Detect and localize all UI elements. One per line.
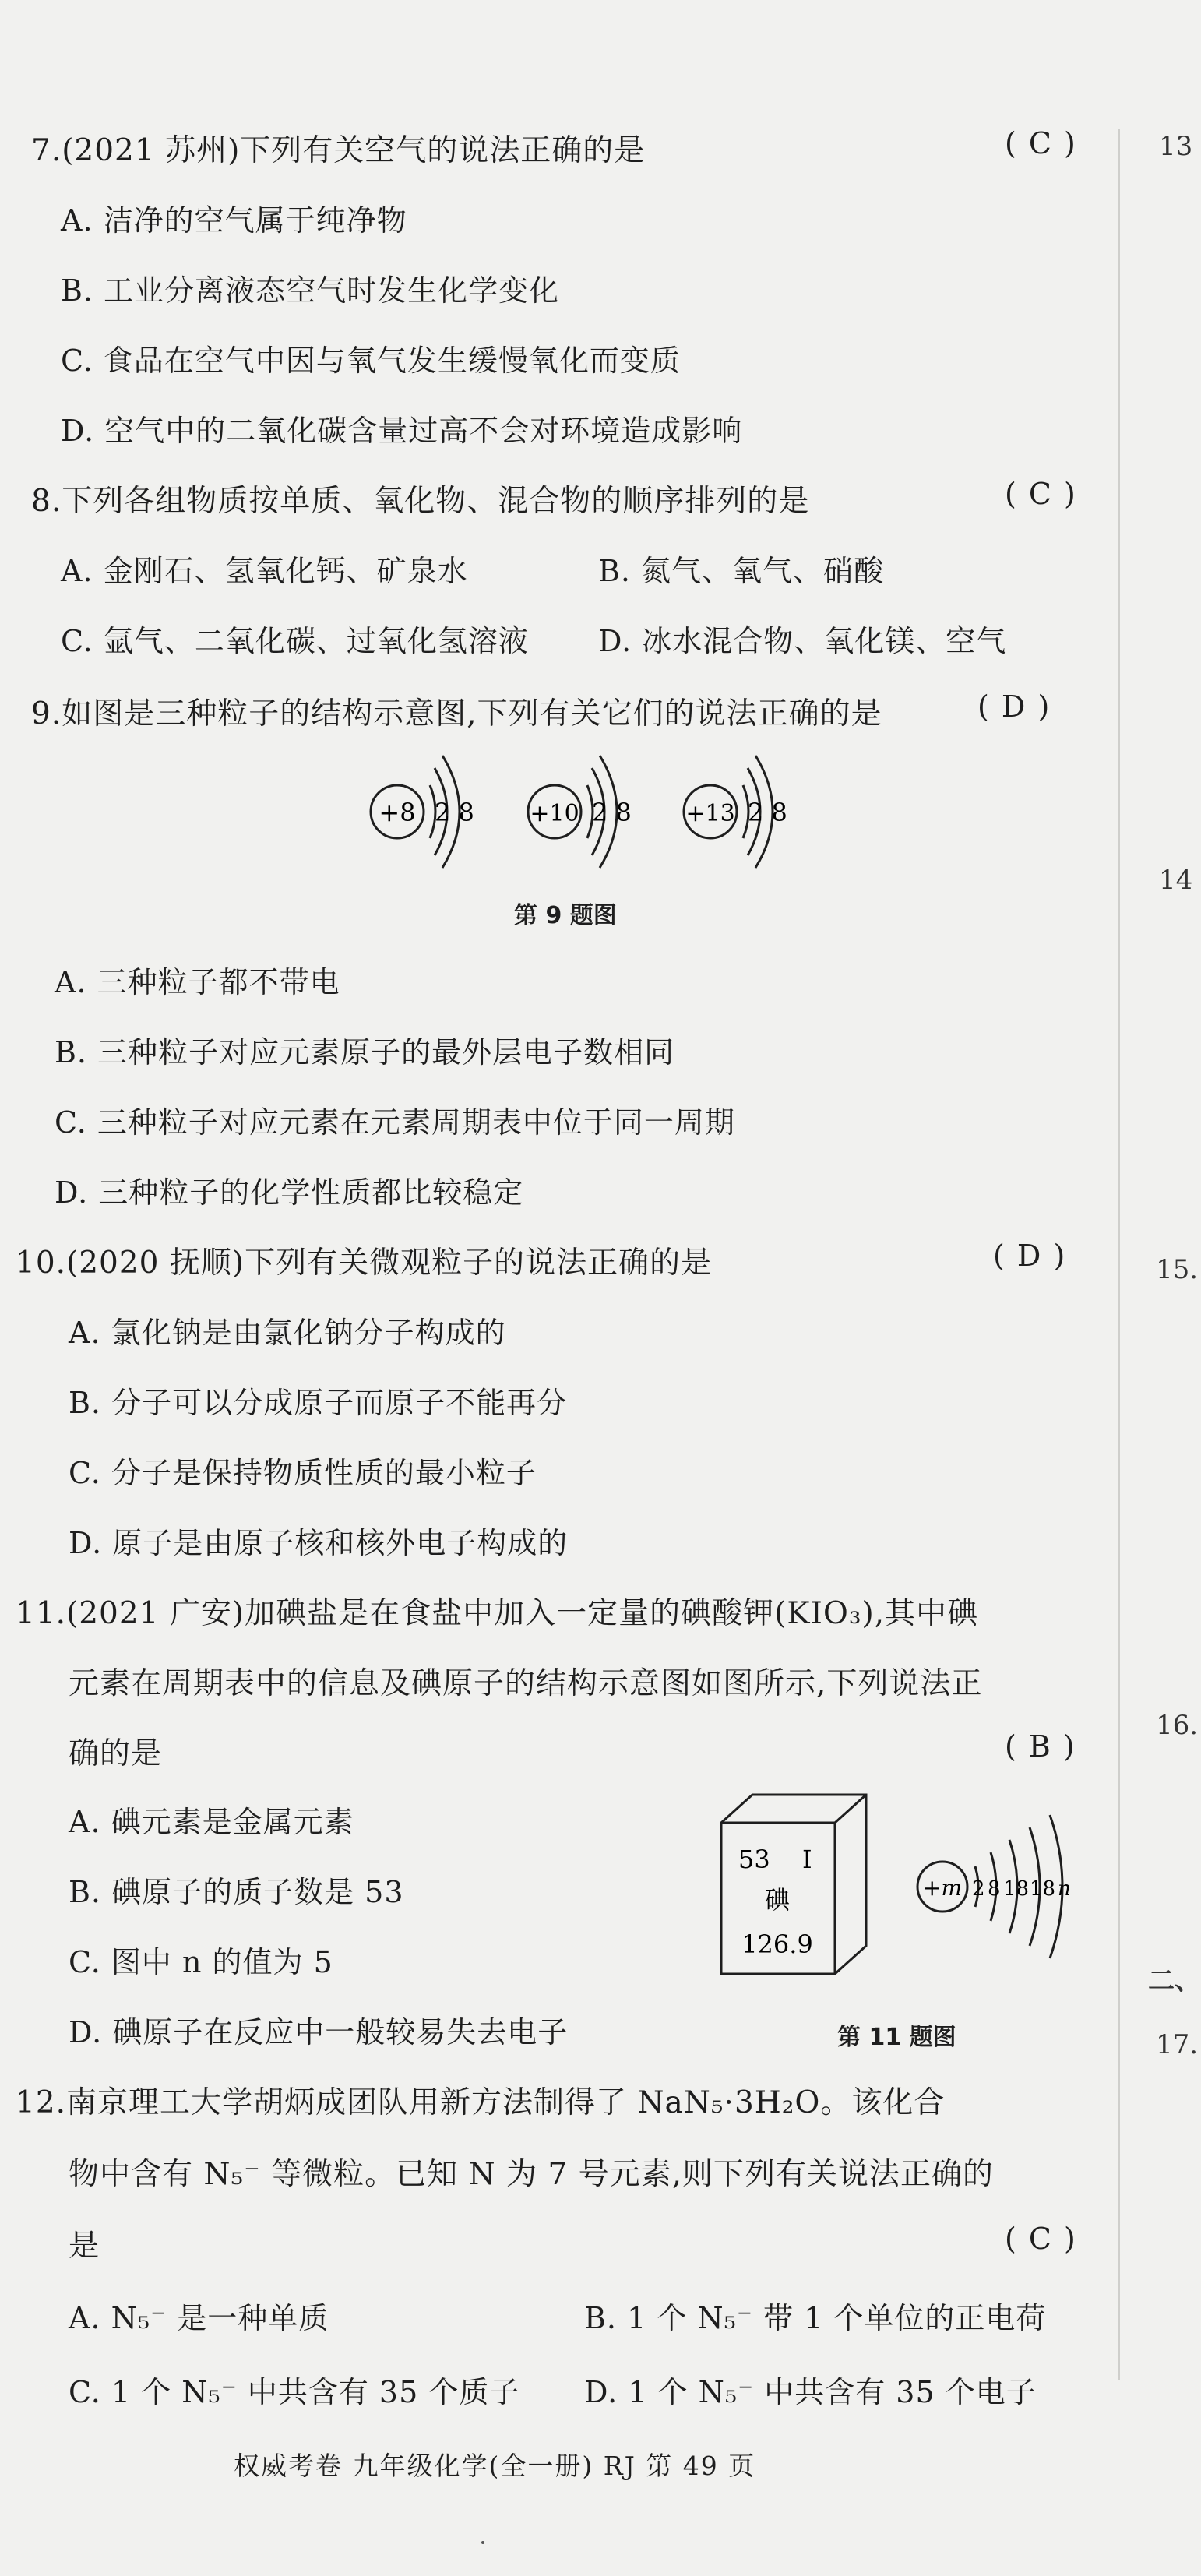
q7-option-a: A. 洁净的空气属于纯净物: [61, 203, 407, 238]
q11-stem-line1: 11.(2021 广安)加碘盐是在食盐中加入一定量的碘酸钾(KIO₃),其中碘: [16, 1596, 979, 1631]
iodine-shell-3: 18: [1003, 1877, 1030, 1901]
q9-answer: ( D ): [977, 689, 1051, 724]
page-footer: 权威考卷 九年级化学(全一册) RJ 第 49 页: [234, 2451, 756, 2481]
iodine-atomic-number: 53: [738, 1845, 770, 1874]
right-section-heading: 二、: [1148, 1965, 1201, 1996]
right-question-14-number: 14: [1159, 865, 1193, 896]
iodine-shell-2: 8: [988, 1877, 1001, 1901]
q8-option-a: A. 金刚石、氢氧化钙、矿泉水: [61, 554, 468, 588]
q10-option-d: D. 原子是由原子核和核外电子构成的: [69, 1526, 569, 1560]
q10-option-a: A. 氯化钠是由氯化钠分子构成的: [69, 1316, 506, 1350]
q7-option-d: D. 空气中的二氧化碳含量过高不会对环境造成影响: [61, 414, 743, 448]
right-question-15-number: 15.: [1156, 1254, 1199, 1285]
q12-option-a: A. N₅⁻ 是一种单质: [69, 2301, 329, 2335]
right-question-17-number: 17.: [1156, 2029, 1199, 2060]
q12-option-d: D. 1 个 N₅⁻ 中共含有 35 个电子: [584, 2375, 1037, 2409]
particle-3-shells: 2 8: [748, 798, 787, 827]
particle-diagram-3: [684, 756, 787, 868]
q11-stem-line3: 确的是: [69, 1736, 163, 1771]
iodine-symbol: I: [802, 1845, 812, 1874]
particle-diagram-2: [528, 756, 632, 868]
q8-option-b: B. 氮气、氧气、硝酸: [598, 554, 885, 588]
q9-option-d: D. 三种粒子的化学性质都比较稳定: [55, 1175, 524, 1210]
q9-option-b: B. 三种粒子对应元素原子的最外层电子数相同: [55, 1035, 675, 1070]
q9-figure-caption: 第 9 题图: [514, 902, 617, 929]
q12-stem-line1: 12.南京理工大学胡炳成团队用新方法制得了 NaN₅·3H₂O。该化合: [16, 2085, 946, 2120]
q12-answer: ( C ): [1005, 2222, 1077, 2256]
iodine-shell-5: n: [1058, 1877, 1071, 1901]
iodine-shell-4: 18: [1030, 1877, 1056, 1901]
q9-option-a: A. 三种粒子都不带电: [55, 965, 340, 999]
iodine-name: 碘: [764, 1885, 791, 1915]
q7-stem: 7.(2021 苏州)下列有关空气的说法正确的是: [31, 133, 646, 168]
q11-answer: ( B ): [1005, 1729, 1076, 1764]
column-divider: [1118, 129, 1120, 2380]
iodine-shell-1: 2: [972, 1877, 985, 1901]
q11-option-d: D. 碘原子在反应中一般较易失去电子: [69, 2015, 569, 2049]
q7-option-c: C. 食品在空气中因与氧气发生缓慢氧化而变质: [61, 344, 681, 378]
q9-stem: 9.如图是三种粒子的结构示意图,下列有关它们的说法正确的是: [31, 696, 882, 731]
particle-diagram-1: [371, 756, 474, 868]
q7-option-b: B. 工业分离液态空气时发生化学变化: [61, 273, 560, 308]
q12-option-b: B. 1 个 N₅⁻ 带 1 个单位的正电荷: [584, 2301, 1047, 2335]
q11-figure-caption: 第 11 题图: [837, 2024, 956, 2051]
iodine-atom-structure: [910, 1792, 1097, 1979]
q11-stem-line2: 元素在周期表中的信息及碘原子的结构示意图如图所示,下列说法正: [69, 1666, 983, 1701]
iodine-element-cell: [715, 1792, 871, 1982]
q10-answer: ( D ): [993, 1239, 1067, 1273]
q11-option-a: A. 碘元素是金属元素: [69, 1805, 354, 1839]
iodine-nucleus: +m: [922, 1875, 963, 1901]
q8-option-d: D. 冰水混合物、氧化镁、空气: [598, 624, 1007, 658]
particle-2-shells: 2 8: [592, 798, 632, 827]
q10-stem: 10.(2020 抚顺)下列有关微观粒子的说法正确的是: [16, 1246, 713, 1281]
particle-3-nucleus: +13: [685, 800, 735, 827]
q11-option-c: C. 图中 n 的值为 5: [69, 1945, 333, 1979]
q12-option-c: C. 1 个 N₅⁻ 中共含有 35 个质子: [69, 2375, 520, 2409]
q8-option-c: C. 氩气、二氧化碳、过氧化氢溶液: [61, 624, 529, 658]
q9-option-c: C. 三种粒子对应元素在元素周期表中位于同一周期: [55, 1105, 735, 1140]
q11-option-b: B. 碘原子的质子数是 53: [69, 1875, 404, 1909]
particle-2-nucleus: +10: [530, 800, 579, 827]
right-question-16-number: 16.: [1156, 1710, 1199, 1741]
q12-stem-line3: 是: [69, 2229, 100, 2264]
particle-1-shells: 2 8: [435, 798, 474, 827]
iodine-atomic-mass: 126.9: [741, 1929, 813, 1959]
scan-dot: [481, 2541, 484, 2544]
q7-answer: ( C ): [1005, 126, 1077, 160]
right-question-13-number: 13: [1159, 131, 1193, 162]
q8-answer: ( C ): [1005, 477, 1077, 511]
q9-particle-diagrams: [343, 740, 841, 872]
q10-option-c: C. 分子是保持物质性质的最小粒子: [69, 1456, 537, 1490]
particle-1-nucleus: +8: [379, 798, 416, 827]
q10-option-b: B. 分子可以分成原子而原子不能再分: [69, 1386, 568, 1420]
q12-stem-line2: 物中含有 N₅⁻ 等微粒。已知 N 为 7 号元素,则下列有关说法正确的: [69, 2157, 995, 2192]
q8-stem: 8.下列各组物质按单质、氧化物、混合物的顺序排列的是: [31, 484, 810, 519]
